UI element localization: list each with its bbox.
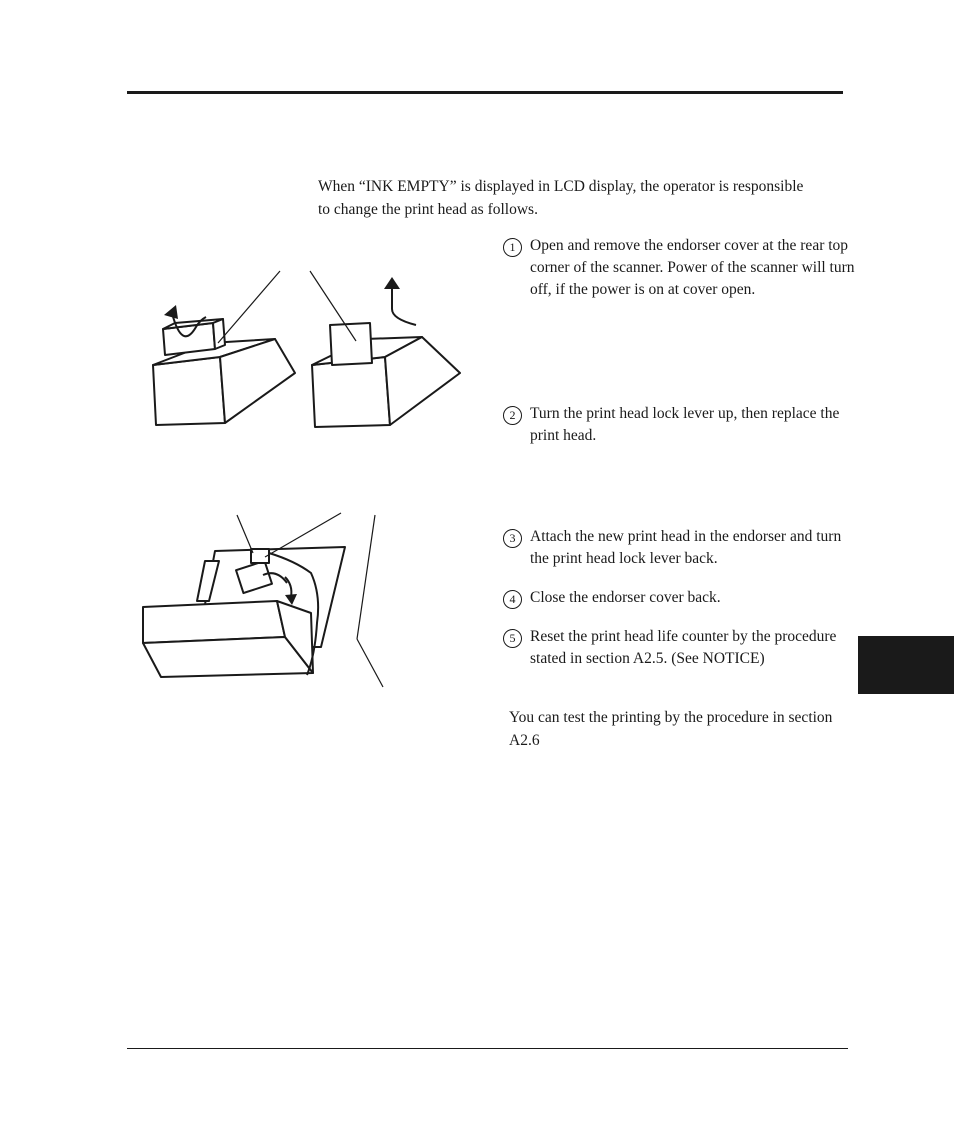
section-tab-marker <box>858 636 954 694</box>
step-text: Close the endorser cover back. <box>530 589 721 606</box>
step-3 <box>503 526 863 570</box>
callout-line-cover <box>218 271 280 343</box>
step-number: 4 <box>503 590 522 609</box>
test-printing-note: You can test the printing by the procedure in section A2.6 <box>509 709 833 749</box>
step-number: 3 <box>503 529 522 548</box>
callout-line-bottom <box>357 639 383 687</box>
cover-removal-illustration <box>120 265 470 435</box>
step-text: Reset the print head life counter by the procedure stated in section A2.5. (See NOTICE) <box>530 628 837 667</box>
remove-arrow-head <box>164 305 178 319</box>
up-arrow-icon <box>392 287 416 325</box>
step-text: Turn the print head lock lever up, then replace the print head. <box>530 405 840 444</box>
step-4 <box>503 587 863 609</box>
scanner-body-bottom <box>143 637 313 677</box>
scanner-left-front <box>153 357 225 425</box>
step-number: 1 <box>503 238 522 257</box>
step-text: Open and remove the endorser cover at the rear top corner of the scanner. Power of the scanner will turn off, if the power is on at cover open. <box>530 237 855 298</box>
scanner-right-side <box>385 337 460 425</box>
wall-edge <box>357 515 375 639</box>
header-rule <box>127 91 843 94</box>
step-5 <box>503 626 863 670</box>
scanner-right-front <box>312 357 390 427</box>
scanner-body-front <box>143 601 285 643</box>
step-2 <box>503 403 863 447</box>
endorser-slot <box>330 323 372 365</box>
step-1 <box>503 235 863 301</box>
callout-line-lever <box>237 515 253 553</box>
intro-paragraph: When “INK EMPTY” is displayed in LCD display, the operator is responsible to change the print head as follows. <box>318 178 804 218</box>
endorser-cover-side <box>213 319 225 349</box>
print-head-replacement-illustration <box>135 505 395 695</box>
footer-rule <box>127 1048 848 1049</box>
step-number: 5 <box>503 629 522 648</box>
step-text: Attach the new print head in the endorser and turn the print head lock lever back. <box>530 528 842 567</box>
step-number: 2 <box>503 406 522 425</box>
up-arrow-head <box>384 277 400 289</box>
